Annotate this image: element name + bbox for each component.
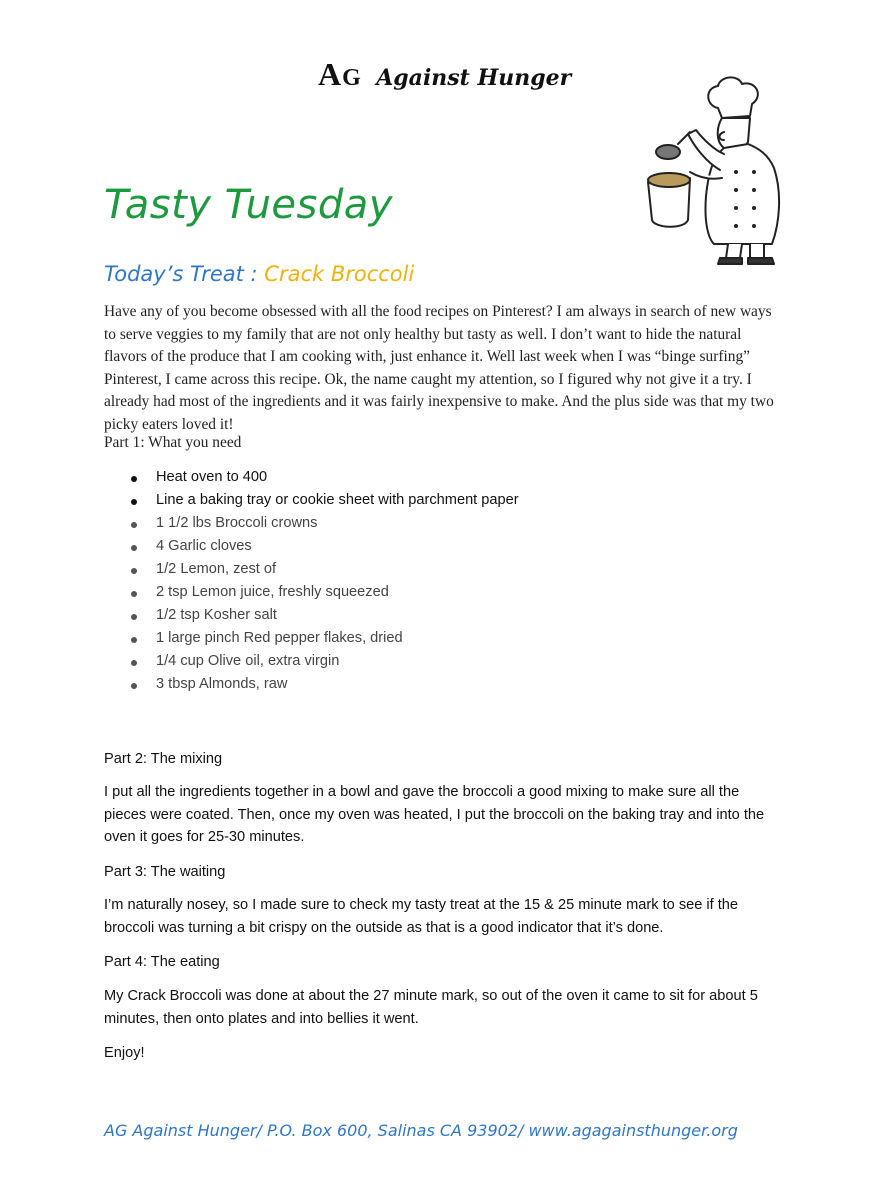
list-item: 1/2 tsp Kosher salt bbox=[104, 604, 519, 627]
list-item: 1 large pinch Red pepper flakes, dried bbox=[104, 627, 519, 650]
bullet-icon bbox=[131, 476, 137, 482]
page-title: Tasty Tuesday bbox=[104, 182, 393, 228]
logo-name: Against Hunger bbox=[376, 65, 572, 91]
bullet-icon bbox=[131, 499, 137, 505]
list-item: 2 tsp Lemon juice, freshly squeezed bbox=[104, 581, 519, 604]
ingredients-list bbox=[104, 466, 519, 696]
list-item: 1 1/2 lbs Broccoli crowns bbox=[104, 512, 519, 535]
list-item: 1/4 cup Olive oil, extra virgin bbox=[104, 650, 519, 673]
part1-heading: Part 1: What you need bbox=[104, 434, 242, 451]
bullet-icon bbox=[131, 568, 137, 574]
part4-paragraph: My Crack Broccoli was done at about the 27 minute mark, so out of the oven it came to sit for about 5 minutes, then onto plates and into bellies it went. bbox=[104, 988, 758, 1027]
subtitle-prefix: Today’s Treat : bbox=[104, 262, 265, 286]
part2-heading: Part 2: The mixing bbox=[104, 751, 223, 767]
bullet-icon bbox=[131, 683, 137, 689]
subtitle bbox=[104, 262, 414, 286]
list-item: 1/2 Lemon, zest of bbox=[104, 558, 519, 581]
logo-ag: AG bbox=[318, 56, 362, 92]
bullet-icon bbox=[131, 637, 137, 643]
treat-name: Crack Broccoli bbox=[264, 262, 415, 286]
chef-illustration bbox=[640, 72, 800, 272]
part3-heading: Part 3: The waiting bbox=[104, 864, 226, 880]
list-item: 3 tbsp Almonds, raw bbox=[104, 673, 519, 696]
logo bbox=[318, 56, 571, 96]
bullet-icon bbox=[131, 591, 137, 597]
part4-heading: Part 4: The eating bbox=[104, 954, 220, 970]
footer-address: AG Against Hunger/ P.O. Box 600, Salinas CA 93902/ www.agagainsthunger.org bbox=[104, 1121, 738, 1140]
part2-paragraph: I put all the ingredients together in a bowl and gave the broccoli a good mixing to make sure all the pieces were coated. Then, once my oven was heated, I put the broccoli on the baking tray and into the oven it goes for 25-30 minutes. bbox=[104, 784, 765, 845]
part3-paragraph: I’m naturally nosey, so I made sure to check my tasty treat at the 15 & 25 minute mark to see if the broccoli was turning a bit crispy on the outside as that is a good indicator that it’s done. bbox=[104, 897, 739, 936]
list-item: Heat oven to 400 bbox=[104, 466, 519, 489]
list-item: 4 Garlic cloves bbox=[104, 535, 519, 558]
bullet-icon bbox=[131, 545, 137, 551]
intro-paragraph: Have any of you become obsessed with all the food recipes on Pinterest? I am always in search of new ways to serve veggies to my family that are not only healthy but tasty as well. I don’t want to hide the natural flavors of the produce that I am cooking with, just enhance it. Well last week when I was “binge surfing” Pinterest, I came across this recipe. Ok, the name caught my attention, so I figured why not give it a try. I already had most of the ingredients and it was fairly inexpensive to make. And the plus side was that my two picky eaters loved it! bbox=[104, 303, 774, 433]
bullet-icon bbox=[131, 522, 137, 528]
bullet-icon bbox=[131, 614, 137, 620]
bullet-icon bbox=[131, 660, 137, 666]
list-item: Line a baking tray or cookie sheet with parchment paper bbox=[104, 489, 519, 512]
closing-text: Enjoy! bbox=[104, 1045, 145, 1061]
